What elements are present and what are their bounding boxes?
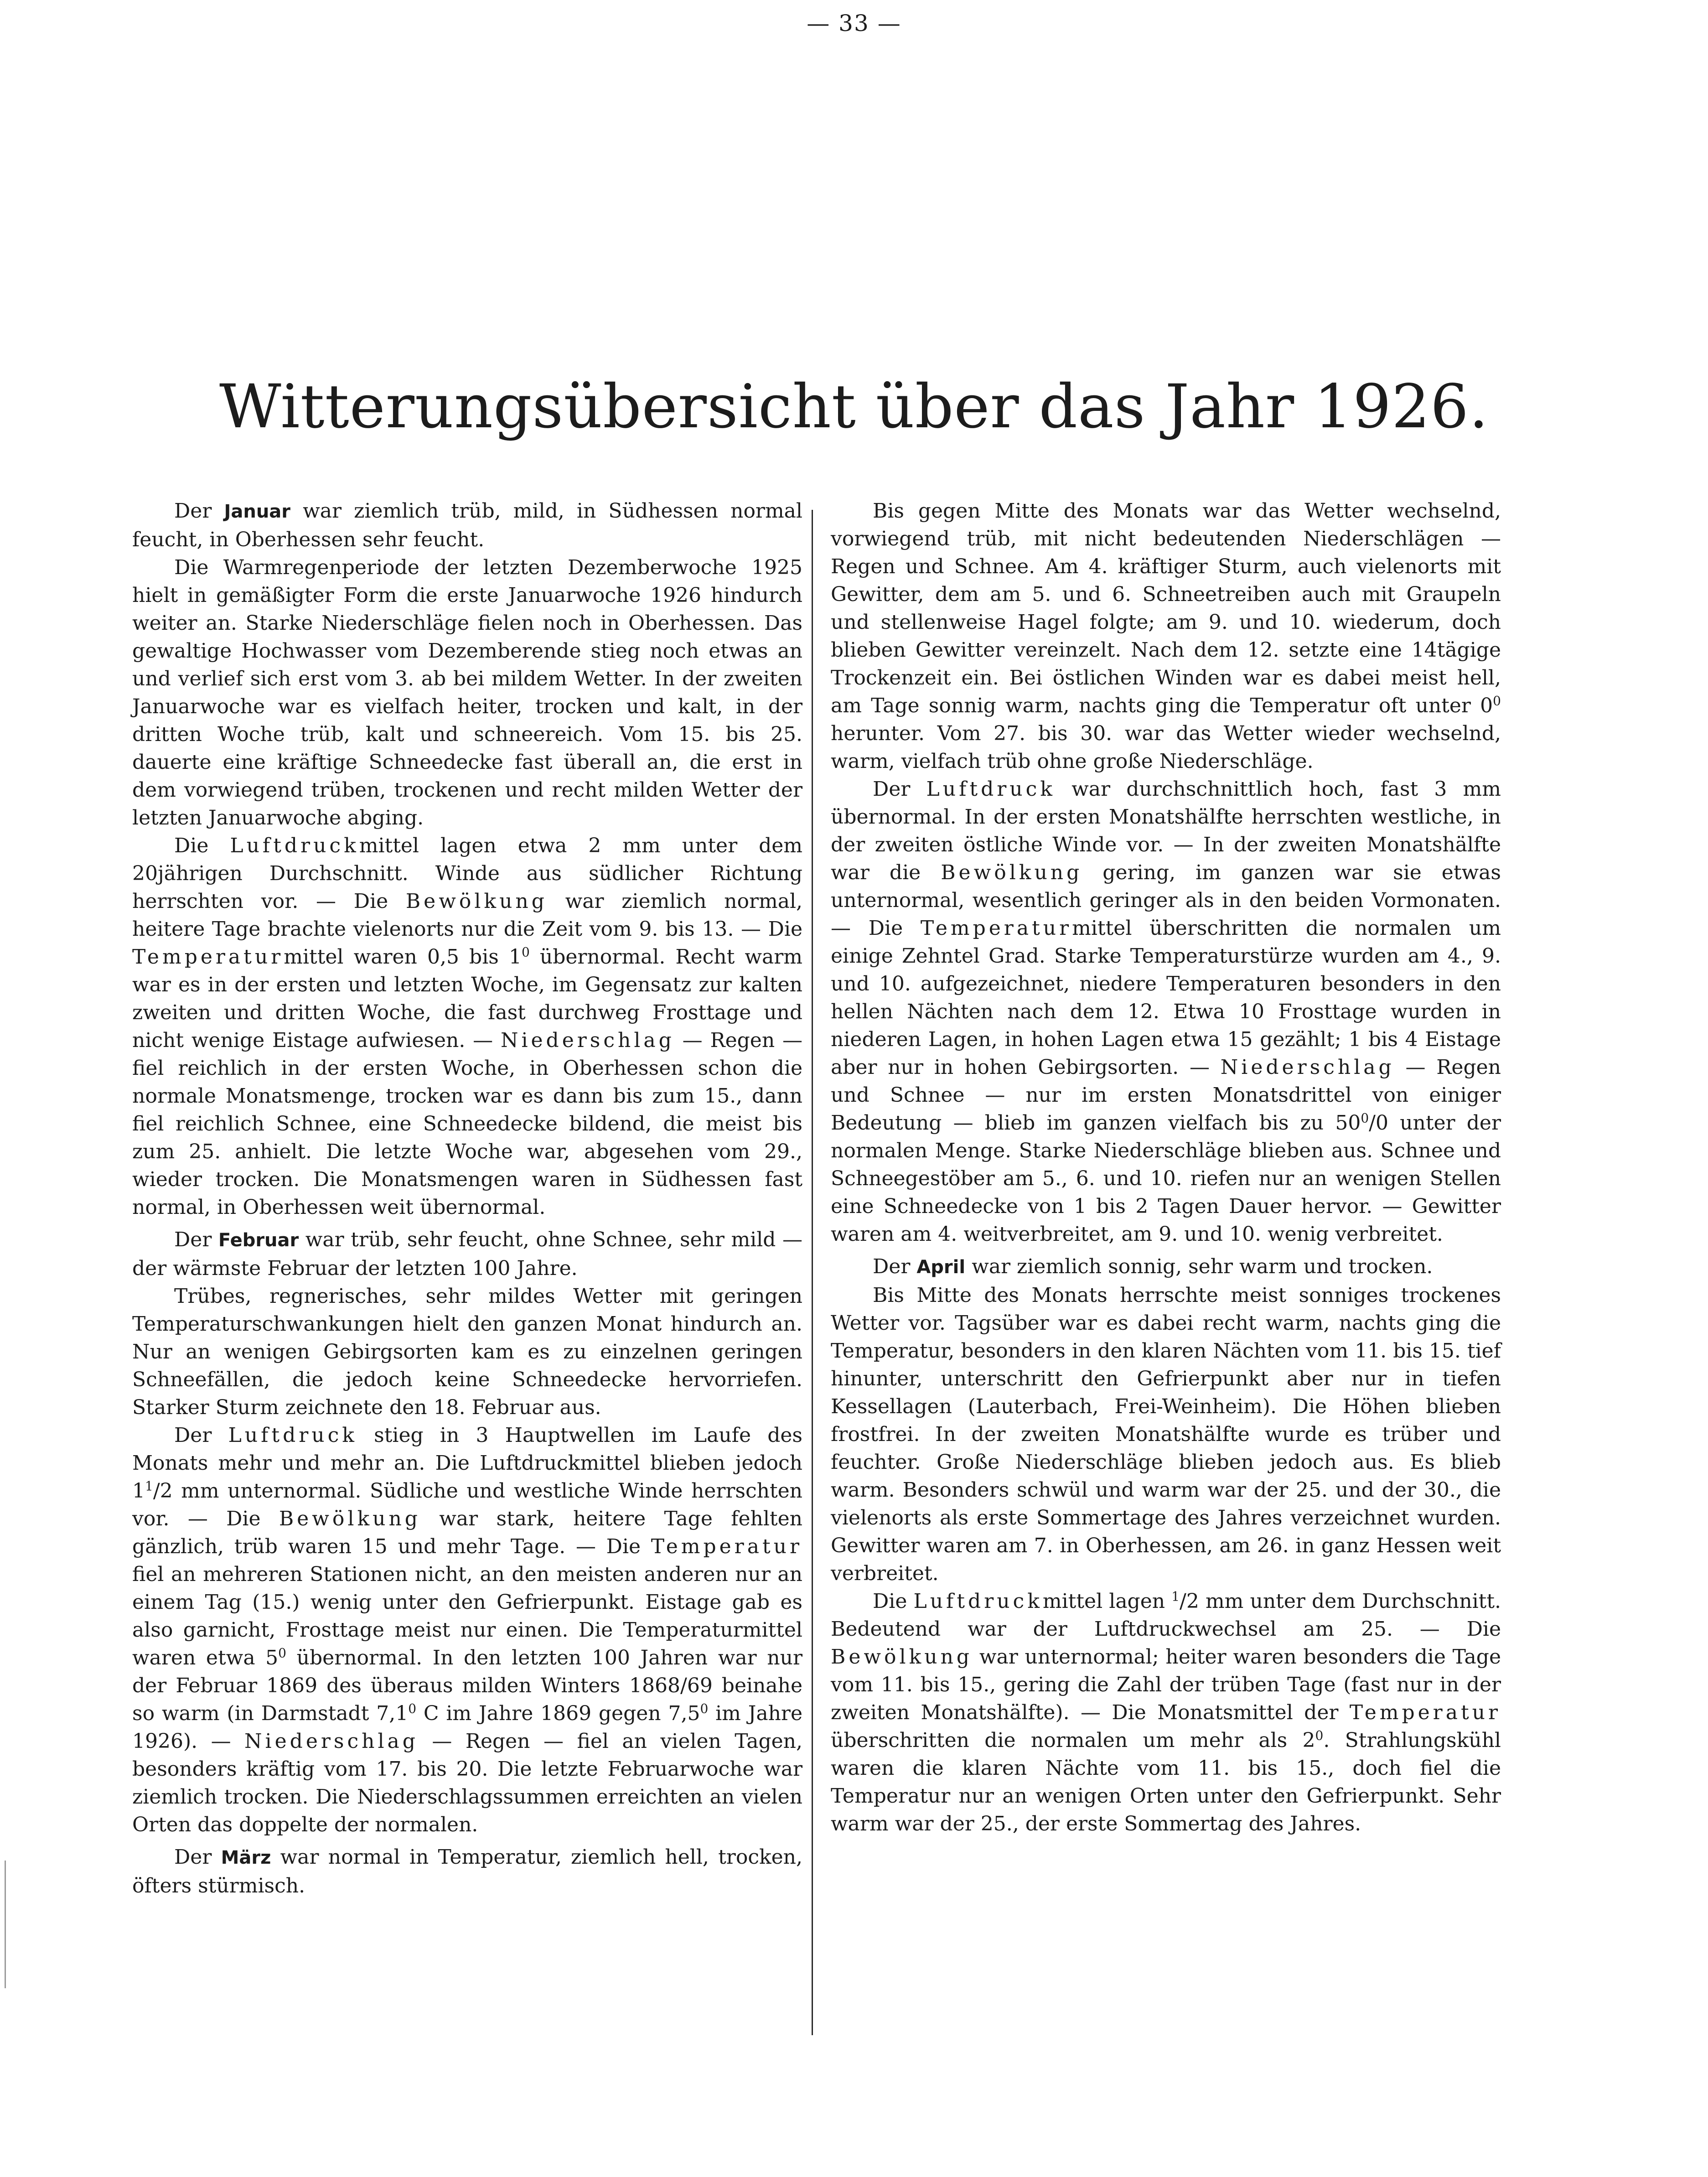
month-februar: Februar bbox=[218, 1230, 299, 1251]
right-column bbox=[831, 497, 1501, 1838]
text: überschritten die normalen um mehr als 2 bbox=[831, 1729, 1315, 1752]
text: stieg in 3 Hauptwellen im Laufe des Monats mehr und mehr an. Die Luftdruckmittel blieben jedoch 1 bbox=[132, 1424, 802, 1503]
text: C im Jahre 1869 gegen 7,5 bbox=[416, 1702, 700, 1725]
januar-intro bbox=[132, 497, 802, 554]
term-temperatur: Temperatur bbox=[132, 945, 284, 969]
degree-mark: 0 bbox=[1493, 693, 1501, 709]
term-bewoelkung: Bewölkung bbox=[405, 890, 548, 913]
text: unter der normalen Menge. Starke Niederschläge blieben aus. Schnee und Schneegestöber am 5., 6. und 10. riefen nur an wenigen Stellen eine Schneedecke von 1 bis 2 Tagen Dauer hervor. — Gewitter waren am 4. weitverbreitet, am 9. und 10. wenig verbreitet. bbox=[831, 1111, 1501, 1246]
text: — Regen — fiel an vielen Tagen, besonders kräftig vom 17. bis 20. Die letzte Februarwoche war ziemlich trocken. Die Niederschlagssummen erreichten an vielen Orten das doppelte der normalen. bbox=[132, 1730, 802, 1836]
term-luftdruck: Luftdruck bbox=[926, 778, 1056, 801]
text: fiel an mehreren Stationen nicht, an den meisten anderen nur an einem Tag (15.) wenig unter den Gefrierpunkt. Eistage gab es also garnicht, Frosttage meist nur einen. Die Temperaturmittel waren etwa 5 bbox=[132, 1563, 802, 1669]
term-niederschlag: Niederschlag bbox=[1220, 1056, 1395, 1079]
text: Der bbox=[174, 499, 224, 523]
fraction-numerator: 1 bbox=[1171, 1589, 1180, 1604]
text: war durchschnittlich hoch, fast 3 mm übernormal. In der ersten Monatshälfte herrschten westliche, in der zweiten östliche Winde vor. — In der zweiten Monatshälfte war die bbox=[831, 778, 1501, 884]
degree-mark: 0 bbox=[1315, 1728, 1324, 1743]
april-intro bbox=[831, 1253, 1501, 1281]
april-paragraph: Bis Mitte des Monats herrschte meist sonniges trockenes Wetter vor. Tagsüber war es dabei recht warm, nachts ging die Temperatur, besonders in den klaren Nächten vom 11. bis 15. tief hinunter, unterschritt den Gefrierpunkt aber nur in tiefen Kessellagen (Lauterbach, Frei-Weinheim). Die Höhen blieben frostfrei. In der zweiten Monatshälfte wurde es trüber und feuchter. Große Niederschläge blieben jedoch aus. Es blieb warm. Besonders schwül und warm war der 25. und der 30., die vielenorts als erste Sommertage des Jahres verzeichnet wurden. Gewitter waren am 7. in Oberhessen, am 26. in ganz Hessen weit verbreitet. bbox=[831, 1284, 1501, 1585]
april-details bbox=[831, 1587, 1501, 1838]
percent-numerator: 0 bbox=[1361, 1110, 1369, 1126]
maerz-intro bbox=[132, 1843, 802, 1900]
column-divider bbox=[812, 510, 813, 2035]
text: Der bbox=[873, 1255, 917, 1278]
text: war normal in Temperatur, ziemlich hell, trocken, öfters stürmisch. bbox=[132, 1845, 802, 1897]
text: war trüb, sehr feucht, ohne Schnee, sehr mild — der wärmste Februar der letzten 100 Jahre. bbox=[132, 1228, 802, 1280]
text: — Regen und Schnee — nur im ersten Monatsdrittel von einiger Bedeutung — blieb im ganzen vielfach bis zu 50 bbox=[831, 1056, 1501, 1135]
text: mittel waren 0,5 bis 1 bbox=[284, 945, 522, 969]
degree-mark: 0 bbox=[521, 944, 530, 960]
text: mm unternormal. Südliche und westliche Winde herrschten vor. — Die bbox=[132, 1479, 802, 1530]
text: Die bbox=[873, 1590, 914, 1613]
fraction-denominator: /2 bbox=[153, 1479, 173, 1503]
term-luftdruck: Luftdruck bbox=[230, 834, 359, 857]
term-luftdruck: Luftdruck bbox=[913, 1590, 1043, 1613]
text: Der bbox=[873, 778, 926, 801]
left-column bbox=[132, 497, 802, 1900]
page-title: Witterungsübersicht über das Jahr 1926. bbox=[219, 372, 1489, 442]
text: — Regen — fiel reichlich in der ersten Woche, in Oberhessen schon die normale Monatsmenge, trocken war es dann bis zum 15., dann fiel reichlich Schnee, eine Schneedecke bildend, die meist bis zum 25. anhielt. Die letzte Woche war, abgesehen vom 29., wieder trocken. Die Monatsmengen waren in Südhessen fast normal, in Oberhessen weit übernormal. bbox=[132, 1029, 802, 1219]
degree-mark: 0 bbox=[278, 1645, 286, 1661]
degree-mark: 0 bbox=[700, 1701, 709, 1716]
text: war ziemlich trüb, mild, in Südhessen normal feucht, in Oberhessen sehr feucht. bbox=[132, 499, 802, 551]
text: Bis gegen Mitte des Monats war das Wetter wechselnd, vorwiegend trüb, mit nicht bedeutenden Niederschlägen — Regen und Schnee. Am 4. kräftiger Sturm, auch vielenorts mit Gewitter, dem am 5. und 6. Schneetreiben auch mit Graupeln und stellenweise Hagel folgte; am 9. und 10. wiederum, doch blieben Gewitter vereinzelt. Nach dem 12. setzte eine 14tägige Trockenzeit ein. Bei östlichen Winden war es dabei meist hell, am Tage sonnig warm, nachts ging die Temperatur oft unter 0 bbox=[831, 499, 1501, 717]
februar-paragraph: Trübes, regnerisches, sehr mildes Wetter mit geringen Temperaturschwankungen hielt den ganzen Monat hindurch an. Nur an wenigen Gebirgsorten kam es zu einzelnen geringen Schneefällen, die jedoch keine Schneedecke hervorriefen. Starker Sturm zeichnete den 18. Februar aus. bbox=[132, 1285, 802, 1419]
degree-mark: 0 bbox=[408, 1701, 417, 1716]
text: übernormal. In den letzten 100 Jahren war nur der Februar 1869 des überaus milden Winters 1868/69 beinahe so warm (in Darmstadt 7,1 bbox=[132, 1646, 802, 1725]
februar-intro bbox=[132, 1226, 802, 1282]
januar-paragraph: Die Warmregenperiode der letzten Dezemberwoche 1925 hielt in gemäßigter Form die erste Januarwoche 1926 hindurch weiter an. Starke Niederschläge fielen noch in Oberhessen. Das gewaltige Hochwasser vom Dezemberende stieg noch etwas an und verlief sich erst vom 3. ab bei mildem Wetter. In der zweiten Januarwoche war es vielfach heiter, trocken und kalt, in der dritten Woche trüb, kalt und schneereich. Vom 15. bis 25. dauerte eine kräftige Schneedecke fast überall an, die erst in dem vorwiegend trüben, trockenen und recht milden Wetter der letzten Januarwoche abging. bbox=[132, 556, 802, 829]
term-temperatur: Temperatur bbox=[920, 917, 1072, 940]
text: war ziemlich sonnig, sehr warm und trocken. bbox=[965, 1255, 1433, 1278]
text: mittel überschritten die normalen um einige Zehntel Grad. Starke Temperaturstürze wurden am 4., 9. und 10. aufgezeichnet, niedere Temperaturen besonders in den hellen Nächten nach dem 12. Etwa 10 Frosttage wurden in niederen Lagen, in hohen Lagen etwa 15 gezählt; 1 bis 4 Eistage aber nur in hohen Gebirgsorten. — bbox=[831, 917, 1501, 1079]
page-number: — 33 — bbox=[807, 10, 901, 36]
text: gering, im ganzen war sie etwas unternormal, wesentlich geringer als in den beiden Vormonaten. — Die bbox=[831, 861, 1501, 940]
month-maerz: März bbox=[221, 1847, 271, 1868]
text: mittel lagen etwa 2 mm unter dem 20jährigen Durchschnitt. Winde aus südlicher Richtung herrschten vor. — Die bbox=[132, 834, 803, 913]
text: war ziemlich normal, heitere Tage brachte vielenorts nur die Zeit vom 9. bis 13. — Die bbox=[132, 890, 803, 941]
term-temperatur: Temperatur bbox=[651, 1535, 802, 1558]
term-niederschlag: Niederschlag bbox=[500, 1029, 675, 1052]
text: Der bbox=[174, 1845, 221, 1869]
term-bewoelkung: Bewölkung bbox=[279, 1507, 421, 1530]
text: mm unter dem Durchschnitt. Bedeutend war der Luftdruckwechsel am 25. — Die bbox=[831, 1590, 1501, 1641]
text: . Strahlungskühl waren die klaren Nächte vom 11. bis 15., doch fiel die Temperatur nur an wenigen Orten unter den Gefrierpunkt. Sehr warm war der 25., der erste Sommertag des Jahres. bbox=[831, 1729, 1501, 1835]
month-januar: Januar bbox=[224, 501, 291, 522]
januar-details bbox=[132, 832, 802, 1221]
margin-mark bbox=[5, 1861, 6, 1988]
term-bewoelkung: Bewölkung bbox=[941, 861, 1083, 884]
text: herunter. Vom 27. bis 30. war das Wetter wieder wechselnd, warm, vielfach trüb ohne große Niederschläge. bbox=[831, 722, 1501, 773]
text: Die bbox=[174, 834, 230, 857]
term-luftdruck: Luftdruck bbox=[228, 1424, 357, 1447]
term-bewoelkung: Bewölkung bbox=[831, 1645, 973, 1669]
maerz-paragraph bbox=[831, 497, 1501, 775]
maerz-details bbox=[831, 775, 1501, 1248]
fraction-denominator: /2 bbox=[1180, 1590, 1199, 1613]
text: übernormal. Recht warm war es in der ersten und letzten Woche, im Gegensatz zur kalten zweiten und dritten Woche, die fast durchweg Frosttage und nicht wenige Eistage aufwiesen. — bbox=[132, 945, 803, 1052]
text: mittel lagen bbox=[1042, 1590, 1172, 1613]
term-temperatur: Temperatur bbox=[1349, 1701, 1501, 1724]
februar-details bbox=[132, 1421, 802, 1839]
text: im Jahre 1926). — bbox=[132, 1702, 802, 1753]
text: war unternormal; heiter waren besonders die Tage vom 11. bis 15., gering die Zahl der trüben Tage (fast nur in der zweiten Monatshälfte). — Die Monatsmittel der bbox=[831, 1645, 1501, 1724]
percent-denominator: /0 bbox=[1369, 1111, 1388, 1135]
fraction-numerator: 1 bbox=[145, 1478, 153, 1494]
term-niederschlag: Niederschlag bbox=[244, 1730, 419, 1753]
month-april: April bbox=[916, 1257, 966, 1278]
text: war stark, heitere Tage fehlten gänzlich, trüb waren 15 und mehr Tage. — Die bbox=[132, 1507, 802, 1558]
text: Der bbox=[174, 1424, 228, 1447]
text: Der bbox=[174, 1228, 218, 1251]
